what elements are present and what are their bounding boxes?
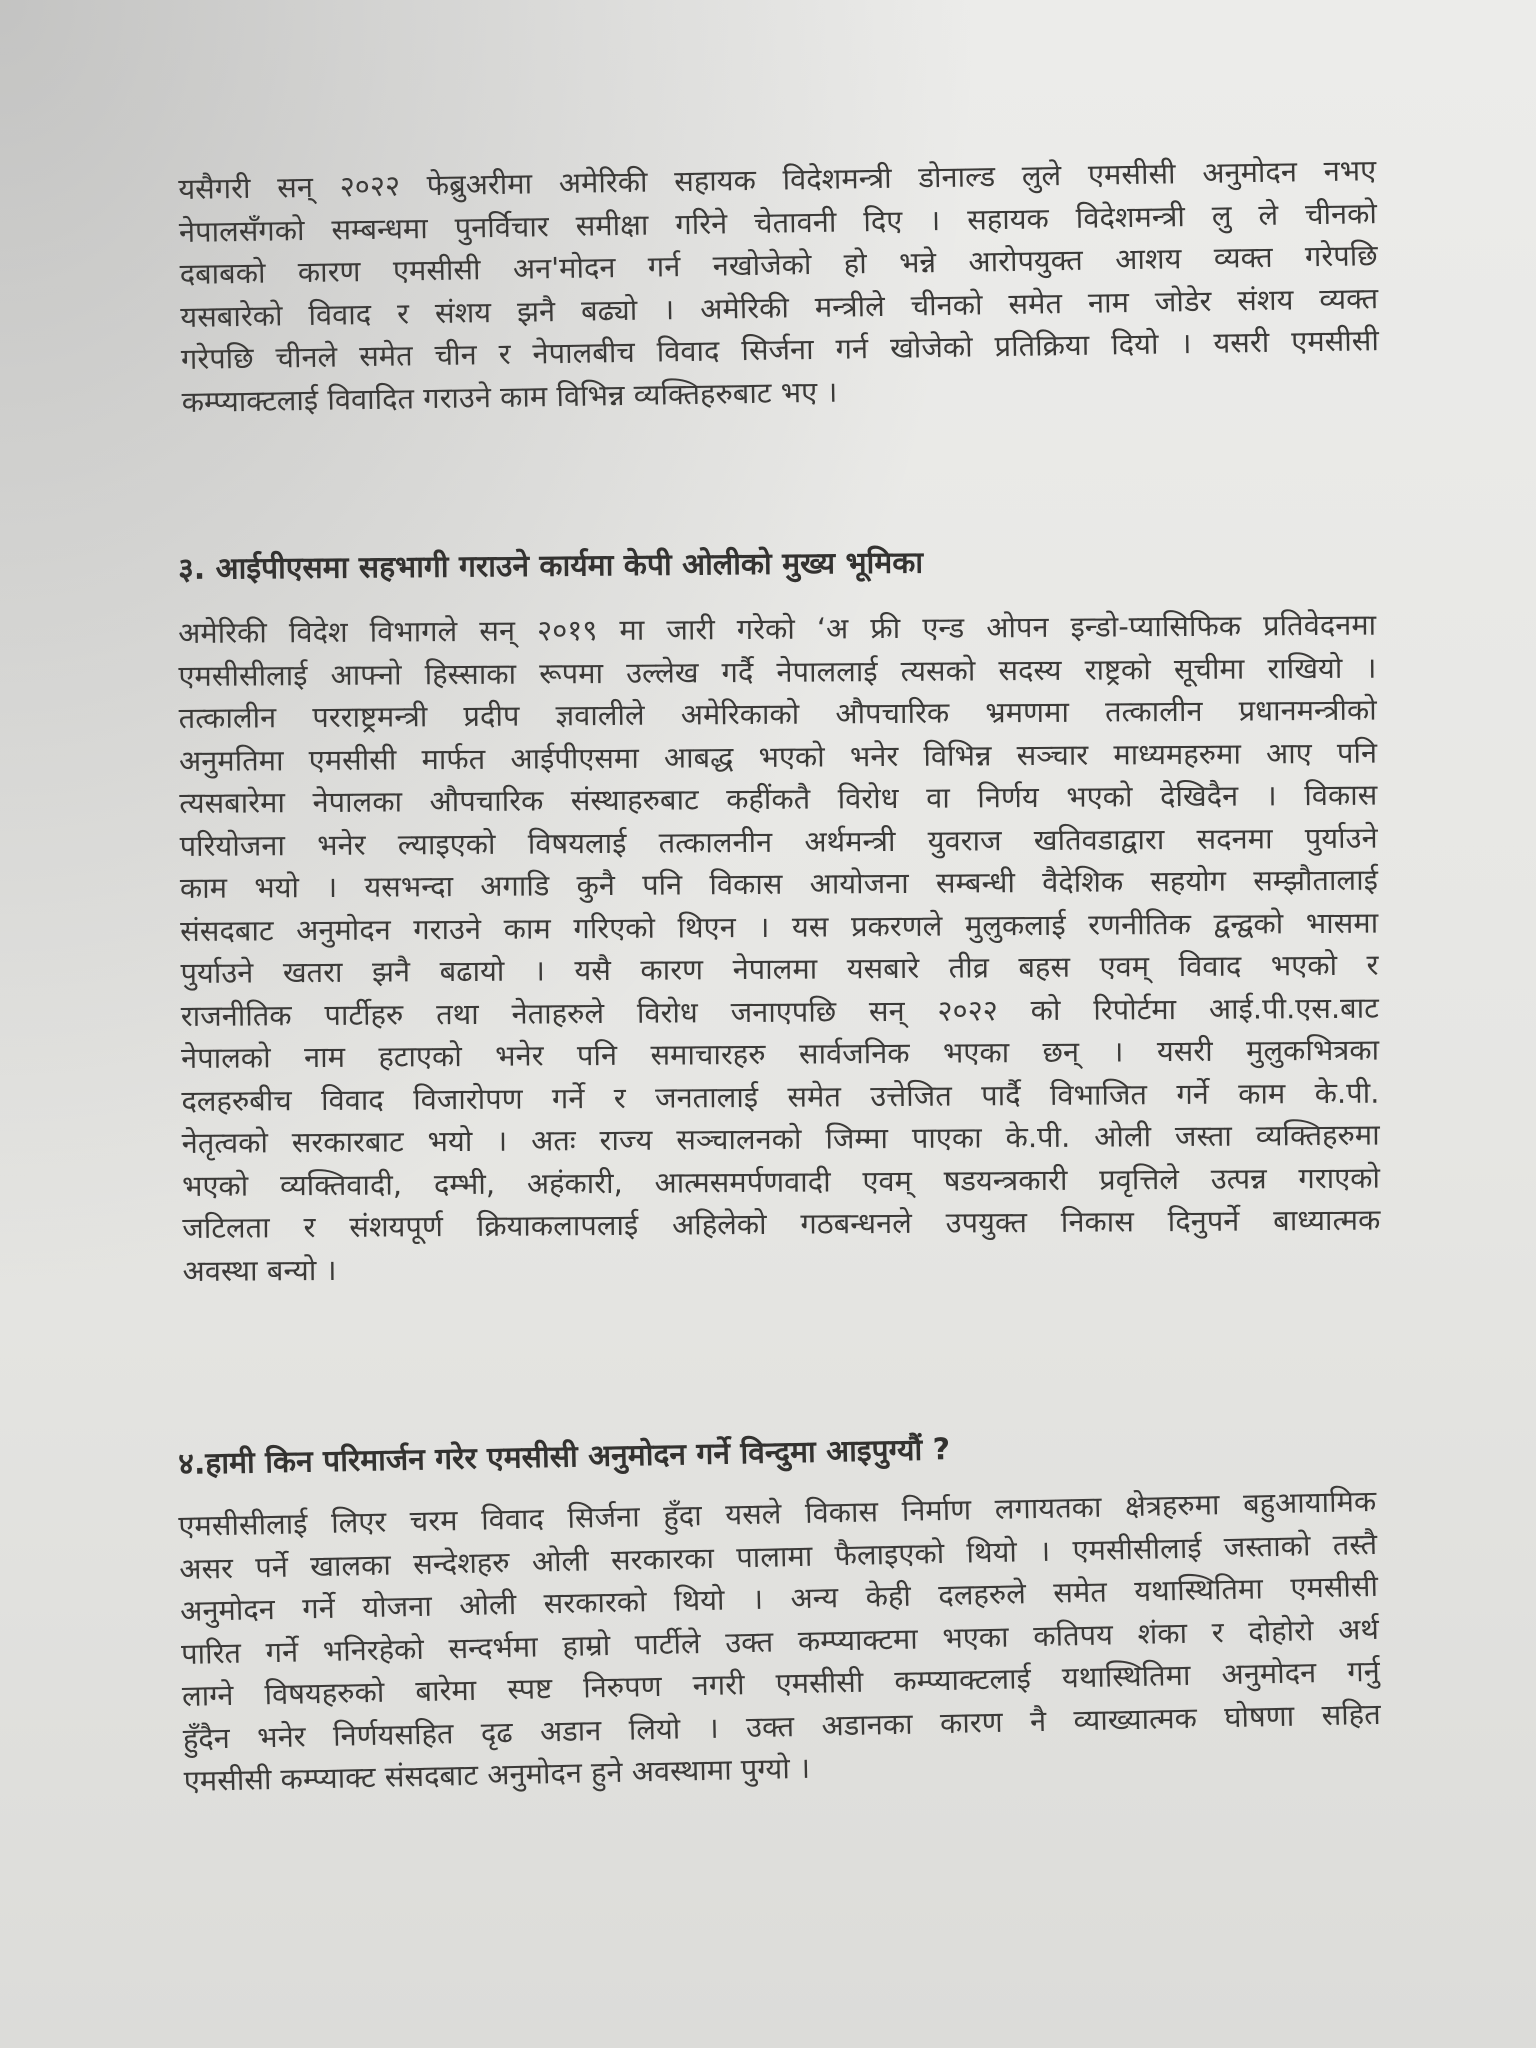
section-heading-3: ३. आईपीएसमा सहभागी गराउने कार्यमा केपी ओलीको मुख्य भूमिका (178, 545, 924, 587)
text-line: राजनीतिक पार्टीहरु तथा नेताहरुले विरोध जनाएपछि सन् २०२२ को रिपोर्टमा आई.पी.एस.बाट (180, 990, 1379, 1033)
text-line: पारित गर्ने भनिरहेको सन्दर्भमा हाम्रो पार्टीले उक्त कम्प्याक्टमा भएका कतिपय शंका र दोहोरो अर्थ (180, 1611, 1380, 1671)
text-line: कम्प्याक्टलाई विवादित गराउने काम विभिन्न व्यक्तिहरुबाट भए । (181, 374, 838, 419)
text-line: एमसीसीलाई लिएर चरम विवाद सिर्जना हुँदा यसले विकास निर्माण लगायतका क्षेत्रहरुमा बहुआयामिक (178, 1483, 1377, 1543)
text-line: नेपालसँगको सम्बन्धमा पुनर्विचार समीक्षा गरिने चेतावनी दिए । सहायक विदेशमन्त्री लु ले चीनको (178, 195, 1378, 249)
paragraph-amendment-reason (178, 1480, 1382, 1803)
text-line: एमसीसी कम्प्याक्ट संसदबाट अनुमोदन हुने अवस्थामा पुग्यो । (183, 1750, 811, 1798)
text-line: अनुमोदन गर्ने योजना ओली सरकारको थियो । अन्य केही दलहरुले समेत यथास्थितिमा एमसीसी (179, 1568, 1379, 1628)
text-line: अमेरिकी विदेश विभागले सन् २०१९ मा जारी गरेको ‘अ फ्री एन्ड ओपन इन्डो-प्यासिफिक प्रतिवेदनमा (178, 607, 1377, 650)
paragraph-ips-role (178, 604, 1381, 1292)
text-line: हुँदैन भनेर निर्णयसहित दृढ अडान लियो । उक्त अडानका कारण नै व्याख्यात्मक घोषणा सहित (182, 1696, 1381, 1756)
text-line: तत्कालीन परराष्ट्रमन्त्री प्रदीप ज्ञवालीले अमेरिकाको औपचारिक भ्रमणमा तत्कालीन प्रधानमन्त्रीको (178, 692, 1377, 735)
text-line: लाग्ने विषयहरुको बारेमा स्पष्ट निरुपण नगरी एमसीसी कम्प्याक्टलाई यथास्थितिमा अनुमोदन गर्नु (181, 1653, 1381, 1713)
text-line: परियोजना भनेर ल्याइएको विषयलाई तत्कालनीन अर्थमन्त्री युवराज खतिवडाद्वारा सदनमा पुर्याउने (179, 820, 1378, 863)
text-line: नेतृत्वको सरकारबाट भयो । अतः राज्य सञ्चालनको जिम्मा पाएका के.पी. ओली जस्ता व्यक्तिहरुमा (181, 1117, 1380, 1160)
text-line: काम भयो । यसभन्दा अगाडि कुनै पनि विकास आयोजना सम्बन्धी वैदेशिक सहयोग सम्झौतालाई (179, 862, 1379, 905)
text-line: भएको व्यक्तिवादी, दम्भी, अहंकारी, आत्मसमर्पणवादी एवम् षडयन्त्रकारी प्रवृत्तिले उत्पन्न गराएको (181, 1160, 1381, 1203)
text-line: दबाबको कारण एमसीसी अन'मोदन गर्न नखोजेको हो भन्ने आरोपयुक्त आशय व्यक्त गरेपछि (179, 238, 1378, 291)
section-heading-4: ४.हामी किन परिमार्जन गरेर एमसीसी अनुमोदन गर्ने विन्दुमा आइपुग्यौं ? (178, 1432, 951, 1482)
text-line: दलहरुबीच विवाद विजारोपण गर्ने र जनतालाई समेत उत्तेजित पार्दै विभाजित गर्ने काम के.पी. (181, 1075, 1380, 1118)
text-line: एमसीसीलाई आफ्नो हिस्साका रूपमा उल्लेख गर्दै नेपाललाई त्यसको सदस्य राष्ट्रको सूचीमा राखियो । (178, 650, 1377, 693)
text-line: त्यसबारेमा नेपालका औपचारिक संस्थाहरुबाट कहींकतै विरोध वा निर्णय भएको देखिदैन । विकास (179, 777, 1378, 820)
text-line: असर पर्ने खालका सन्देशहरु ओली सरकारका पालामा फैलाइएको थियो । एमसीसीलाई जस्ताको तस्तै (178, 1526, 1378, 1586)
text-line: यसबारेको विवाद र संशय झनै बढ्यो । अमेरिकी मन्त्रीले चीनको समेत नाम जोडेर संशय व्यक्त (180, 280, 1379, 334)
paragraph-mcc-controversy (178, 149, 1380, 423)
text-line: नेपालको नाम हटाएको भनेर पनि समाचारहरु सार्वजनिक भएका छन् । यसरी मुलुकभित्रका (180, 1032, 1380, 1075)
text-line: पुर्याउने खतरा झनै बढायो । यसै कारण नेपालमा यसबारे तीव्र बहस एवम् विवाद भएको र (180, 947, 1379, 990)
text-line: अनुमतिमा एमसीसी मार्फत आईपीएसमा आबद्ध भएको भनेर विभिन्न सञ्चार माध्यमहरुमा आए पनि (178, 735, 1378, 778)
text-line: गरेपछि चीनले समेत चीन र नेपालबीच विवाद सिर्जना गर्न खोजेको प्रतिक्रिया दियो । यसरी एमसीसी (180, 323, 1380, 376)
text-line: संसदबाट अनुमोदन गराउने काम गरिएको थिएन । यस प्रकरणले मुलुकलाई रणनीतिक द्वन्द्वको भासमा (180, 905, 1379, 948)
text-line: अवस्था बन्यो । (182, 1252, 337, 1288)
text-line: यसैगरी सन् २०२२ फेब्रुअरीमा अमेरिकी सहायक विदेशमन्त्री डोनाल्ड लुले एमसीसी अनुमोदन नभए (178, 153, 1377, 206)
text-line: जटिलता र संशयपूर्ण क्रियाकलापलाई अहिलेको गठबन्धनले उपयुक्त निकास दिनुपर्ने बाध्यात्मक (182, 1202, 1381, 1245)
